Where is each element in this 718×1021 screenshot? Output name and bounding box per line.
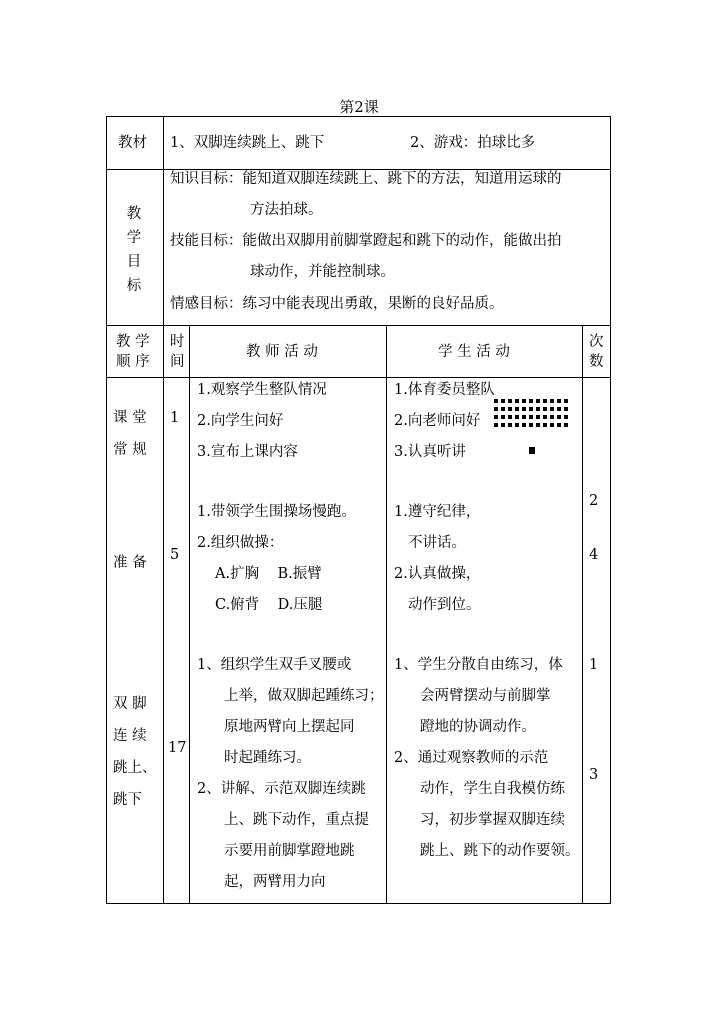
lesson-title: 第2课 xyxy=(339,98,379,116)
prep-teacher-3: A.扩胸 B.振臂 xyxy=(215,566,322,582)
col-divider-teacher xyxy=(386,325,387,904)
main-teacher-1: 1、组织学生双手叉腰或 xyxy=(197,657,352,673)
header-time-line-2: 间 xyxy=(170,354,185,370)
main-student-4: 2、通过观察教师的示范 xyxy=(394,750,549,766)
material-item-2: 2、游戏：拍球比多 xyxy=(410,135,536,151)
main-teacher-7: 示要用前脚掌蹬地跳 xyxy=(224,843,355,859)
prep-count-b: 4 xyxy=(589,547,599,563)
prep-student-4: 动作到位。 xyxy=(408,597,481,613)
prep-teacher-1: 1.带领学生围操场慢跑。 xyxy=(197,504,356,520)
main-teacher-5: 2、讲解、示范双脚连续跳 xyxy=(197,781,366,797)
header-teacher-activity: 教 师 活 动 xyxy=(246,344,318,360)
main-student-2: 会两臂摆动与前脚掌 xyxy=(420,688,551,704)
knowledge-objective-line-1: 知识目标：能知道双脚连续跳上、跳下的方法，知道用运球的 xyxy=(170,171,562,187)
skill-objective-line-1: 技能目标：能做出双脚用前脚掌蹬起和跳下的动作，能做出拍 xyxy=(170,233,562,249)
routine-teacher-3: 3.宣布上课内容 xyxy=(197,444,298,460)
routine-time: 1 xyxy=(170,410,180,426)
main-order-line-1: 双 脚 xyxy=(113,696,147,712)
header-student-activity: 学 生 活 动 xyxy=(438,344,510,360)
col-divider-student xyxy=(582,325,583,904)
row-divider-2 xyxy=(106,325,611,326)
prep-teacher-4: C.俯背 D.压腿 xyxy=(215,597,323,613)
prep-student-3: 2.认真做操， xyxy=(394,566,481,582)
prep-student-1: 1.遵守纪律， xyxy=(394,504,481,520)
prep-student-2: 不讲话。 xyxy=(408,535,466,551)
prep-order: 准 备 xyxy=(113,555,147,571)
table-border-left xyxy=(106,116,107,904)
material-item-1: 1、双脚连续跳上、跳下 xyxy=(170,135,325,151)
main-student-1: 1、学生分散自由练习，体 xyxy=(394,657,563,673)
main-count-b: 3 xyxy=(589,767,599,783)
objectives-label-char: 学 xyxy=(126,230,142,246)
emotion-objective: 情感目标：练习中能表现出勇敢，果断的良好品质。 xyxy=(170,296,504,312)
prep-count-a: 2 xyxy=(589,493,599,509)
objectives-label xyxy=(122,202,146,298)
row-divider-3 xyxy=(106,377,611,378)
main-teacher-2: 上举，做双脚起踵练习； xyxy=(224,688,384,704)
main-student-7: 跳上、跳下的动作要领。 xyxy=(420,843,580,859)
main-teacher-4: 时起踵练习。 xyxy=(224,750,311,766)
objectives-label-char: 教 xyxy=(126,206,142,222)
main-student-6: 习，初步掌握双脚连续 xyxy=(420,812,565,828)
col-divider-time xyxy=(189,325,190,904)
objectives-label-char: 标 xyxy=(126,278,142,294)
prep-time: 5 xyxy=(170,547,180,563)
prep-teacher-2: 2.组织做操： xyxy=(197,535,284,551)
skill-objective-line-2: 球动作，并能控制球。 xyxy=(250,264,395,280)
main-time: 17 xyxy=(168,740,187,756)
routine-student-2: 2.向老师问好 xyxy=(394,413,481,429)
main-count-a: 1 xyxy=(589,657,599,673)
objectives-label-char: 目 xyxy=(126,254,142,270)
table-border-bottom xyxy=(106,903,611,904)
teacher-position-marker xyxy=(529,447,535,454)
main-teacher-8: 起，两臂用力向 xyxy=(224,874,326,890)
material-label: 教材 xyxy=(118,135,147,151)
header-order-line-2: 顺 序 xyxy=(116,354,150,370)
header-time-line-1: 时 xyxy=(170,334,185,350)
routine-teacher-1: 1.观察学生整队情况 xyxy=(197,382,327,398)
knowledge-objective-line-2: 方法拍球。 xyxy=(250,202,323,218)
main-order-line-3: 跳上、 xyxy=(113,760,157,776)
routine-teacher-2: 2.向学生问好 xyxy=(197,413,284,429)
header-order-line-1: 教 学 xyxy=(116,334,150,350)
routine-student-1: 1.体育委员整队 xyxy=(394,382,495,398)
main-teacher-6: 上、跳下动作，重点提 xyxy=(224,812,369,828)
table-border-right xyxy=(610,116,611,904)
main-student-5: 动作，学生自我模仿练 xyxy=(420,781,565,797)
header-count-line-2: 数 xyxy=(589,354,604,370)
main-teacher-3: 原地两臂向上摆起同 xyxy=(224,719,355,735)
student-formation-diagram xyxy=(494,399,568,427)
main-student-3: 蹬地的协调动作。 xyxy=(420,719,536,735)
header-count-line-1: 次 xyxy=(589,334,604,350)
routine-order-line-1: 课 堂 xyxy=(113,410,147,426)
table-border-top xyxy=(106,116,611,117)
routine-student-3: 3.认真听讲 xyxy=(394,444,466,460)
col-divider-label xyxy=(163,116,164,904)
routine-order-line-2: 常 规 xyxy=(113,442,147,458)
main-order-line-4: 跳下 xyxy=(113,792,142,808)
main-order-line-2: 连 续 xyxy=(113,728,147,744)
